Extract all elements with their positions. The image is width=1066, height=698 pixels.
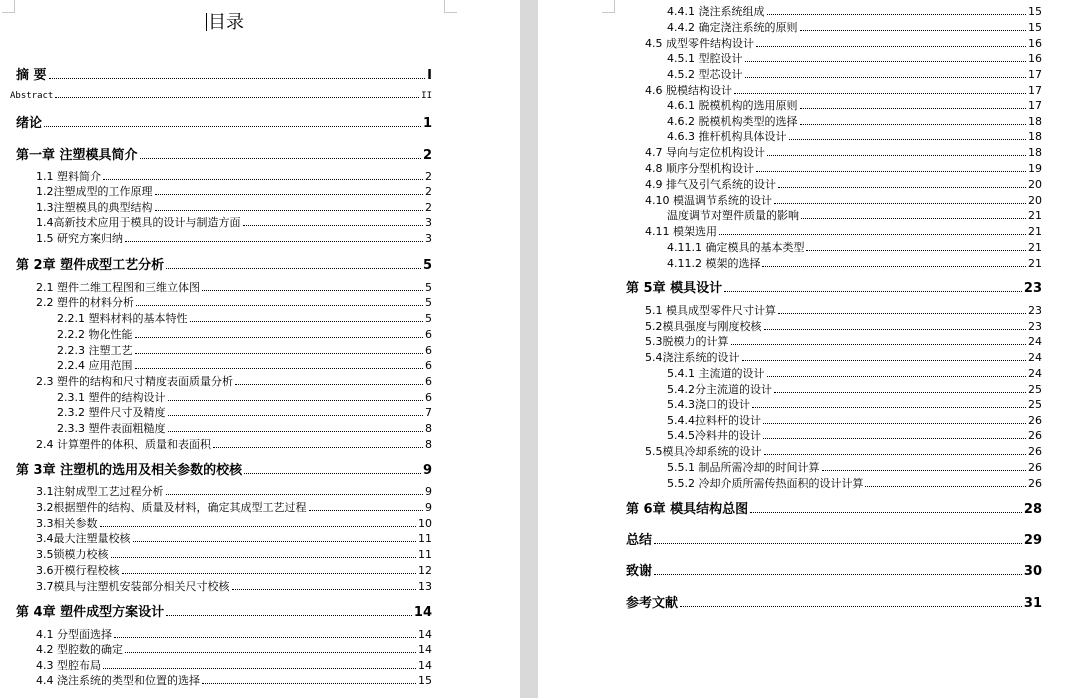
toc-page-number: 15 [418, 674, 432, 687]
toc-entry[interactable] [645, 35, 1042, 50]
dot-leader [822, 470, 1027, 471]
toc-entry-label: 5.2模具强度与刚度校核 [645, 320, 762, 333]
toc-entry-label: 第 3章 注塑机的选用及相关参数的校核 [16, 463, 243, 478]
toc-entry[interactable] [36, 294, 432, 309]
toc-page-number: 26 [1028, 429, 1042, 442]
toc-entry-label: 3.7模具与注塑机安装部分相关尺寸校核 [36, 580, 230, 593]
dot-leader [100, 526, 417, 527]
toc-page-number: 5 [425, 312, 432, 325]
dot-leader [122, 573, 417, 574]
dot-leader [763, 423, 1026, 424]
toc-page-number: 6 [425, 391, 432, 404]
toc-page-number: 23 [1028, 304, 1042, 317]
dot-leader [767, 14, 1027, 15]
toc-page-number: 11 [418, 548, 432, 561]
toc-page-number: 10 [418, 517, 432, 530]
toc-entry[interactable] [36, 530, 432, 545]
toc-entry[interactable] [36, 168, 432, 183]
dot-leader [778, 187, 1026, 188]
dot-leader [49, 78, 426, 79]
toc-page-number: 5 [422, 258, 432, 273]
toc-entry[interactable] [667, 97, 1042, 112]
toc-entry-label: 5.5.2 冷却介质所需传热面积的设计计算 [667, 477, 864, 490]
toc-page-number: 17 [1028, 99, 1042, 112]
toc-entry-label: 第 5章 模具设计 [626, 281, 723, 296]
toc-entry[interactable] [57, 389, 432, 404]
toc-page-number: 9 [422, 463, 432, 478]
toc-entry[interactable] [645, 160, 1042, 175]
dot-leader [719, 234, 1026, 235]
toc-entry[interactable] [36, 230, 432, 245]
toc-page-number: 17 [1028, 68, 1042, 81]
dot-leader [742, 360, 1027, 361]
toc-page-number: 7 [425, 406, 432, 419]
toc-page-number: 6 [425, 328, 432, 341]
dot-leader [800, 30, 1027, 31]
dot-leader [778, 313, 1026, 314]
toc-entry-label: 2.3.3 塑件表面粗糙度 [57, 422, 166, 435]
toc-entry-label: 4.5.2 型芯设计 [667, 68, 743, 81]
toc-heading-entry[interactable] [16, 112, 432, 130]
toc-entry-label: 4.5.1 型腔设计 [667, 52, 743, 65]
toc-heading-entry[interactable] [626, 498, 1042, 516]
toc-entry[interactable] [667, 239, 1042, 254]
toc-entry[interactable] [36, 546, 432, 561]
toc-entry-label: 3.1注射成型工艺过程分析 [36, 485, 164, 498]
toc-entry[interactable] [645, 223, 1042, 238]
dot-leader [168, 431, 424, 432]
toc-entry-label: 1.5 研究方案归纳 [36, 232, 123, 245]
toc-page-number: 20 [1028, 194, 1042, 207]
toc-entry[interactable] [667, 66, 1042, 81]
dot-leader [756, 171, 1026, 172]
toc-entry-label: 5.4浇注系统的设计 [645, 351, 740, 364]
toc-entry-label: 第 2章 塑件成型工艺分析 [16, 258, 165, 273]
toc-entry-label: 2.2.3 注塑工艺 [57, 344, 133, 357]
toc-page-number: 11 [418, 532, 432, 545]
toc-title[interactable]: 目录 [208, 12, 244, 33]
toc-page-number: 21 [1028, 209, 1042, 222]
toc-entry[interactable] [667, 207, 1042, 222]
toc-entry-label: 5.4.3浇口的设计 [667, 398, 750, 411]
toc-entry-label: 2.2.1 塑料材料的基本特性 [57, 312, 188, 325]
document-page-left [0, 0, 520, 698]
toc-entry-label: 第一章 注塑模具简介 [16, 148, 138, 163]
toc-entry[interactable] [36, 657, 432, 672]
toc-entry-label: 1.1 塑料简介 [36, 170, 101, 183]
dot-leader [103, 668, 416, 669]
toc-entry-label: 4.6 脱模结构设计 [645, 84, 732, 97]
toc-page-number: 3 [425, 216, 432, 229]
toc-entry[interactable] [667, 19, 1042, 34]
dot-leader [654, 574, 1022, 575]
toc-entry[interactable] [645, 443, 1042, 458]
toc-page-number: 25 [1028, 383, 1042, 396]
dot-leader [806, 250, 1026, 251]
dot-leader [55, 97, 419, 98]
toc-entry[interactable] [36, 672, 432, 687]
toc-entry[interactable] [57, 357, 432, 372]
toc-entry[interactable] [667, 412, 1042, 427]
toc-entry-label: 5.4.5冷料井的设计 [667, 429, 761, 442]
toc-page-number: 18 [1028, 130, 1042, 143]
toc-page-number: 14 [418, 628, 432, 641]
toc-page-number: 18 [1028, 146, 1042, 159]
dot-leader [764, 454, 1027, 455]
toc-page-number: 15 [1028, 21, 1042, 34]
toc-entry[interactable] [667, 3, 1042, 18]
toc-entry-label: 4.3 型腔布局 [36, 659, 101, 672]
toc-page-number: 14 [418, 659, 432, 672]
toc-entry[interactable] [645, 318, 1042, 333]
toc-entry[interactable] [645, 82, 1042, 97]
toc-entry-label: 致谢 [626, 564, 653, 579]
toc-entry-label: 第 4章 塑件成型方案设计 [16, 605, 165, 620]
toc-entry-label: 4.6.3 推杆机构具体设计 [667, 130, 787, 143]
toc-page-number: 9 [425, 485, 432, 498]
dot-leader [235, 384, 423, 385]
dot-leader [232, 589, 417, 590]
dot-leader [762, 266, 1026, 267]
toc-entry-label: 4.7 导向与定位机构设计 [645, 146, 765, 159]
toc-entry-label: 摘 要 [16, 68, 47, 83]
dot-leader [243, 225, 424, 226]
toc-page-number: II [421, 91, 432, 101]
dot-leader [680, 606, 1022, 607]
toc-entry[interactable] [667, 475, 1042, 490]
toc-entry-label: 4.4.1 浇注系统组成 [667, 5, 765, 18]
toc-entry-label: 4.6.2 脱模机构类型的选择 [667, 115, 798, 128]
toc-page-number: I [427, 68, 432, 83]
toc-entry[interactable] [667, 459, 1042, 474]
toc-entry-label: 1.3注塑模具的典型结构 [36, 201, 153, 214]
dot-leader [213, 447, 423, 448]
toc-heading-entry[interactable] [16, 64, 432, 82]
dot-leader [202, 290, 423, 291]
toc-entry[interactable] [36, 373, 432, 388]
dot-leader [168, 400, 424, 401]
toc-page-number: 9 [425, 501, 432, 514]
text-cursor [206, 13, 207, 31]
toc-entry[interactable] [10, 91, 432, 104]
toc-heading-entry[interactable] [16, 459, 432, 477]
toc-entry-label: 4.4.2 确定浇注系统的原则 [667, 21, 798, 34]
toc-entry-label: 4.11 模架选用 [645, 225, 717, 238]
toc-entry-label: 总结 [626, 533, 653, 548]
toc-page-number: 2 [422, 148, 432, 163]
toc-heading-entry[interactable] [626, 529, 1042, 547]
dot-leader [763, 438, 1026, 439]
toc-page-number: 2 [425, 170, 432, 183]
toc-entry-label: 5.5模具冷却系统的设计 [645, 445, 762, 458]
toc-page-number: 26 [1028, 477, 1042, 490]
toc-entry-label: 2.3.2 塑件尺寸及精度 [57, 406, 166, 419]
toc-entry[interactable] [36, 483, 432, 498]
toc-entry[interactable] [667, 427, 1042, 442]
toc-page-number: 5 [425, 296, 432, 309]
toc-entry[interactable] [36, 578, 432, 593]
toc-heading-entry[interactable] [626, 277, 1042, 295]
toc-entry[interactable] [645, 144, 1042, 159]
toc-page-number: 26 [1028, 461, 1042, 474]
toc-entry-label: 3.5锁模力校核 [36, 548, 109, 561]
toc-page-number: 24 [1028, 351, 1042, 364]
dot-leader [734, 93, 1026, 94]
toc-page-number: 12 [418, 564, 432, 577]
toc-page-number: 29 [1023, 533, 1042, 548]
toc-entry-label: 5.4.4拉料杆的设计 [667, 414, 761, 427]
toc-page-number: 21 [1028, 241, 1042, 254]
toc-page-number: 2 [425, 185, 432, 198]
toc-entry-label: 2.3 塑件的结构和尺寸精度表面质量分析 [36, 375, 233, 388]
toc-entry-label: 绪论 [16, 116, 43, 131]
toc-entry[interactable] [645, 302, 1042, 317]
toc-page-number: 2 [425, 201, 432, 214]
toc-entry[interactable] [57, 404, 432, 419]
toc-entry-label: 4.11.1 确定模具的基本类型 [667, 241, 805, 254]
dot-leader [756, 46, 1026, 47]
toc-heading-entry[interactable] [16, 254, 432, 272]
toc-page-number: 3 [425, 232, 432, 245]
toc-entry[interactable] [667, 255, 1042, 270]
dot-leader [752, 407, 1026, 408]
dot-leader [309, 510, 424, 511]
toc-entry[interactable] [36, 515, 432, 530]
dot-leader [103, 179, 423, 180]
dot-leader [654, 543, 1022, 544]
toc-page-number: 5 [425, 281, 432, 294]
dot-leader [166, 494, 424, 495]
toc-entry-label: 2.3.1 塑件的结构设计 [57, 391, 166, 404]
toc-page-number: 26 [1028, 445, 1042, 458]
toc-entry-label: 第 6章 模具结构总图 [626, 502, 749, 517]
toc-entry[interactable] [645, 192, 1042, 207]
toc-entry-label: 3.3相关参数 [36, 517, 98, 530]
toc-entry-label: 4.2 型腔数的确定 [36, 643, 123, 656]
dot-leader [202, 683, 416, 684]
dot-leader [767, 155, 1026, 156]
toc-page-number: 8 [425, 438, 432, 451]
toc-entry-label: 1.2注塑成型的工作原理 [36, 185, 153, 198]
dot-leader [745, 77, 1027, 78]
dot-leader [168, 415, 424, 416]
toc-entry[interactable] [36, 562, 432, 577]
toc-page-number: 20 [1028, 178, 1042, 191]
dot-leader [767, 376, 1027, 377]
dot-leader [114, 637, 416, 638]
toc-entry[interactable] [667, 50, 1042, 65]
toc-page-number: 14 [418, 643, 432, 656]
toc-entry[interactable] [645, 333, 1042, 348]
toc-entry-label: 2.4 计算塑件的体积、质量和表面积 [36, 438, 211, 451]
toc-entry-label: 3.6开模行程校核 [36, 564, 120, 577]
dot-leader [135, 337, 424, 338]
toc-page-number: 21 [1028, 257, 1042, 270]
toc-entry-label: 4.8 顺序分型机构设计 [645, 162, 754, 175]
toc-page-number: 17 [1028, 84, 1042, 97]
toc-page-number: 6 [425, 375, 432, 388]
toc-page-number: 13 [418, 580, 432, 593]
dot-leader [125, 241, 423, 242]
toc-entry-label: 5.4.1 主流道的设计 [667, 367, 765, 380]
toc-page-number: 6 [425, 344, 432, 357]
toc-heading-entry[interactable] [16, 144, 432, 162]
dot-leader [155, 194, 424, 195]
dot-leader [764, 329, 1027, 330]
toc-entry-label: 2.2 塑件的材料分析 [36, 296, 134, 309]
dot-leader [135, 368, 424, 369]
toc-page-number: 1 [422, 116, 432, 131]
dot-leader [774, 203, 1026, 204]
toc-entry-label: 1.4高新技术应用于模具的设计与制造方面 [36, 216, 241, 229]
toc-entry-label: 5.3脱模力的计算 [645, 335, 729, 348]
toc-entry[interactable] [36, 641, 432, 656]
toc-page-number: 15 [1028, 5, 1042, 18]
toc-entry-label: 4.1 分型面选择 [36, 628, 112, 641]
toc-entry[interactable] [667, 128, 1042, 143]
toc-entry-label: 3.2根据塑件的结构、质量及材料，确定其成型工艺过程 [36, 501, 307, 514]
crop-mark [602, 0, 615, 13]
dot-leader [745, 61, 1027, 62]
dot-leader [190, 321, 424, 322]
toc-entry[interactable] [645, 349, 1042, 364]
toc-page-number: 6 [425, 359, 432, 372]
toc-entry[interactable] [57, 326, 432, 341]
toc-page-number: 16 [1028, 52, 1042, 65]
dot-leader [789, 139, 1027, 140]
toc-entry[interactable] [36, 626, 432, 641]
toc-entry-label: 4.5 成型零件结构设计 [645, 37, 754, 50]
dot-leader [111, 557, 417, 558]
dot-leader [244, 473, 421, 474]
toc-entry-label: 4.10 模温调节系统的设计 [645, 194, 772, 207]
dot-leader [166, 615, 412, 616]
toc-entry[interactable] [36, 199, 432, 214]
toc-heading-entry[interactable] [16, 601, 432, 619]
dot-leader [724, 291, 1022, 292]
dot-leader [166, 268, 421, 269]
dot-leader [135, 353, 424, 354]
toc-entry[interactable] [667, 113, 1042, 128]
toc-entry[interactable] [36, 279, 432, 294]
dot-leader [140, 158, 421, 159]
dot-leader [750, 512, 1022, 513]
toc-entry-label: 参考文献 [626, 596, 679, 611]
dot-leader [865, 486, 1026, 487]
toc-entry-label: 4.6.1 脱模机构的选用原则 [667, 99, 798, 112]
toc-page-number: 21 [1028, 225, 1042, 238]
toc-entry[interactable] [36, 214, 432, 229]
toc-page-number: 31 [1023, 596, 1042, 611]
toc-entry[interactable] [667, 381, 1042, 396]
toc-heading-entry[interactable] [626, 592, 1042, 610]
toc-page-number: 24 [1028, 367, 1042, 380]
toc-entry-label: 2.1 塑件二维工程图和三维立体图 [36, 281, 200, 294]
toc-entry[interactable] [57, 310, 432, 325]
toc-entry[interactable] [645, 176, 1042, 191]
toc-entry-label: 4.11.2 模架的选择 [667, 257, 761, 270]
toc-entry-label: 4.4 浇注系统的类型和位置的选择 [36, 674, 200, 687]
toc-entry-label: 5.5.1 制品所需冷却的时间计算 [667, 461, 820, 474]
toc-page-number: 28 [1023, 502, 1042, 517]
toc-page-number: 26 [1028, 414, 1042, 427]
dot-leader [133, 541, 417, 542]
toc-entry-label: 2.2.2 物化性能 [57, 328, 133, 341]
dot-leader [125, 652, 416, 653]
toc-entry-label: 5.4.2分主流道的设计 [667, 383, 772, 396]
toc-entry-label: 温度调节对塑件质量的影响 [667, 209, 799, 222]
document-page-right [538, 0, 1066, 698]
dot-leader [800, 108, 1027, 109]
toc-entry-label: Abstract [10, 91, 54, 101]
dot-leader [136, 305, 423, 306]
dot-leader [800, 124, 1027, 125]
toc-entry[interactable] [36, 183, 432, 198]
dot-leader [731, 344, 1027, 345]
toc-entry[interactable] [667, 396, 1042, 411]
toc-page-number: 8 [425, 422, 432, 435]
toc-page-number: 16 [1028, 37, 1042, 50]
toc-entry[interactable] [667, 365, 1042, 380]
toc-page-number: 19 [1028, 162, 1042, 175]
toc-entry[interactable] [57, 420, 432, 435]
toc-page-number: 25 [1028, 398, 1042, 411]
toc-entry[interactable] [36, 499, 432, 514]
dot-leader [774, 392, 1026, 393]
toc-page-number: 23 [1028, 320, 1042, 333]
dot-leader [155, 210, 424, 211]
toc-page-number: 18 [1028, 115, 1042, 128]
toc-page-number: 23 [1023, 281, 1042, 296]
dot-leader [44, 126, 421, 127]
dot-leader [801, 218, 1026, 219]
toc-page-number: 30 [1023, 564, 1042, 579]
toc-entry[interactable] [36, 436, 432, 451]
toc-entry-label: 3.4最大注塑量校核 [36, 532, 131, 545]
toc-heading-entry[interactable] [626, 560, 1042, 578]
toc-entry[interactable] [57, 342, 432, 357]
toc-page-number: 24 [1028, 335, 1042, 348]
toc-entry-label: 4.9 排气及引气系统的设计 [645, 178, 776, 191]
toc-entry-label: 5.1 模具成型零件尺寸计算 [645, 304, 776, 317]
toc-entry-label: 2.2.4 应用范围 [57, 359, 133, 372]
toc-page-number: 14 [413, 605, 432, 620]
